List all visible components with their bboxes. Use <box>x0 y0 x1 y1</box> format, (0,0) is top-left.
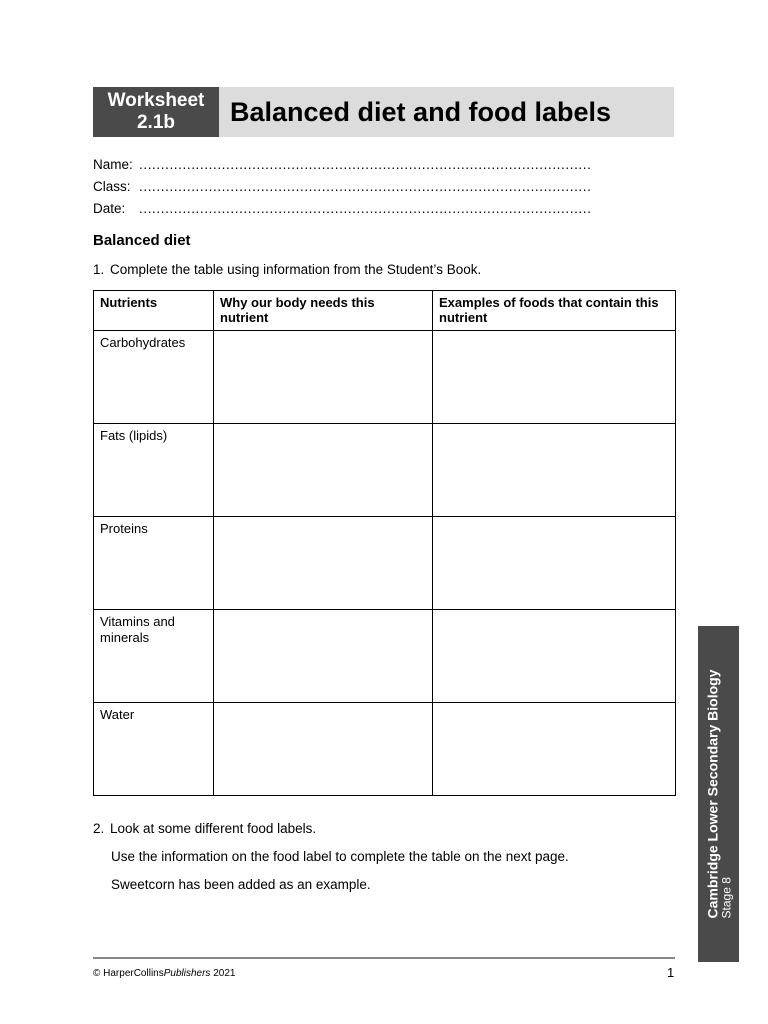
page-number: 1 <box>667 965 675 980</box>
why-cell[interactable] <box>214 703 433 796</box>
question-2-line-1: Look at some different food labels. <box>110 821 317 836</box>
question-2 <box>93 821 316 836</box>
question-1 <box>93 262 481 277</box>
series-side-tab <box>698 626 739 962</box>
question-2-line-3: Sweetcorn has been added as an example. <box>111 877 371 892</box>
examples-cell[interactable] <box>433 610 676 703</box>
table-header-row <box>94 291 676 331</box>
copyright-publisher-italic: Publishers <box>163 968 211 979</box>
header-nutrients: Nutrients <box>94 291 214 331</box>
class-field <box>93 179 592 194</box>
copyright-year: 2021 <box>210 968 236 979</box>
table-row <box>94 424 676 517</box>
header-food-examples: Examples of foods that contain this nutrient <box>433 291 676 331</box>
examples-cell[interactable] <box>433 424 676 517</box>
why-cell[interactable] <box>214 517 433 610</box>
examples-cell[interactable] <box>433 703 676 796</box>
table-row <box>94 331 676 424</box>
page-title: Balanced diet and food labels <box>230 97 612 127</box>
why-cell[interactable] <box>214 610 433 703</box>
question-2-line-2: Use the information on the food label to complete the table on the next page. <box>111 849 569 864</box>
why-cell[interactable] <box>214 424 433 517</box>
series-stage: Stage 8 <box>719 877 733 919</box>
why-cell[interactable] <box>214 331 433 424</box>
name-dotted-line: ........................................................................................................ <box>139 157 592 172</box>
copyright-prefix: © HarperCollins <box>93 968 164 979</box>
worksheet-header <box>93 87 674 137</box>
date-field <box>93 201 592 216</box>
nutrient-cell: Proteins <box>94 517 214 610</box>
examples-cell[interactable] <box>433 517 676 610</box>
question-2-number: 2. <box>93 821 105 836</box>
section-heading: Balanced diet <box>93 232 191 249</box>
header-why-needed: Why our body needs this nutrient <box>214 291 433 331</box>
series-title: Cambridge Lower Secondary Biology <box>704 669 720 919</box>
worksheet-number: 2.1b <box>136 112 176 133</box>
question-1-number: 1. <box>93 262 105 277</box>
name-label: Name: <box>93 157 133 172</box>
nutrient-cell: Carbohydrates <box>94 331 214 424</box>
date-label: Date: <box>93 201 126 216</box>
footer-divider <box>93 957 675 959</box>
examples-cell[interactable] <box>433 331 676 424</box>
worksheet-label: Worksheet <box>107 90 205 111</box>
date-dotted-line: ........................................................................................................ <box>139 201 592 216</box>
nutrient-cell: Fats (lipids) <box>94 424 214 517</box>
series-side-text <box>704 670 733 919</box>
nutrients-table <box>93 290 676 796</box>
nutrient-cell: Vitamins and minerals <box>94 610 214 703</box>
table-row <box>94 610 676 703</box>
table-row <box>94 703 676 796</box>
copyright-notice <box>93 968 235 979</box>
table-row <box>94 517 676 610</box>
worksheet-badge <box>93 87 219 137</box>
class-label: Class: <box>93 179 131 194</box>
nutrient-cell: Water <box>94 703 214 796</box>
question-1-text: Complete the table using information from the Student’s Book. <box>110 262 482 277</box>
class-dotted-line: ........................................................................................................ <box>139 179 592 194</box>
name-field <box>93 157 592 172</box>
